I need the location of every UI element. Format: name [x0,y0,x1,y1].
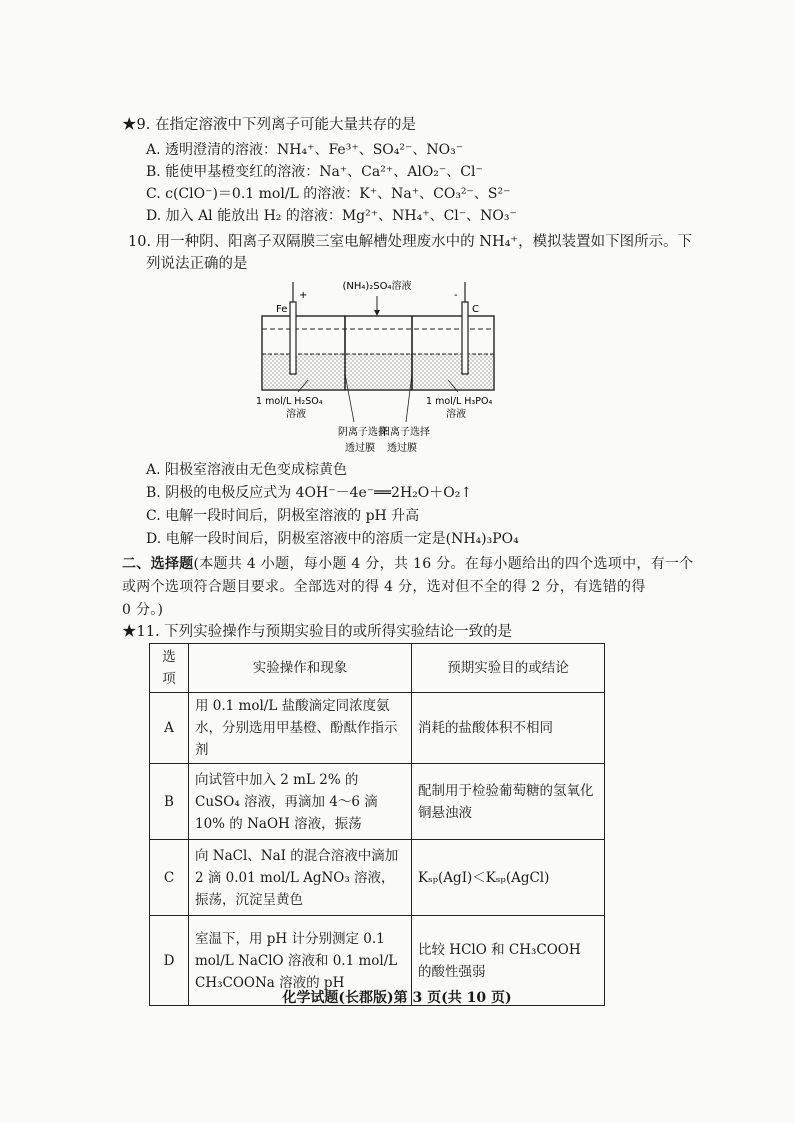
q10-stem-line1: 10. 用一种阴、阳离子双隔膜三室电解槽处理废水中的 NH₄⁺，模拟装置如下图所示。下 [128,234,693,250]
cathode-electrode [462,302,468,374]
row-option: D [150,916,189,1006]
row-operation: 向试管中加入 2 mL 2% 的 CuSO₄ 溶液，再滴加 4～6 滴 10% 的 NaOH 溶液，振荡 [189,764,412,840]
row-operation: 向 NaCl、NaI 的混合溶液中滴加 2 滴 0.01 mol/L AgNO₃ 溶液，振荡，沉淀呈黄色 [189,840,412,916]
cation-membrane-label-2: 透过膜 [387,443,417,454]
row-conclusion: 比较 HClO 和 CH₃COOH 的酸性强弱 [412,916,605,1006]
left-solution-label: 1 mol/L H₂SO₄ [256,396,323,407]
tank [262,316,494,390]
row-operation: 用 0.1 mol/L 盐酸滴定同浓度氨水，分别选用甲基橙、酚酞作指示剂 [189,693,412,764]
q10-option-c: C. 电解一段时间后，阴极室溶液的 pH 升高 [146,508,420,524]
cathode-sign: - [454,290,458,301]
row-operation: 室温下，用 pH 计分别测定 0.1 mol/L NaClO 溶液和 0.1 mol/L CH₃COONa 溶液的 pH [189,916,412,1006]
q10-option-a: A. 阳极室溶液由无色变成棕黄色 [146,462,348,478]
q10-stem-line2: 列说法正确的是 [146,256,248,272]
row-option: C [150,840,189,916]
anode-label: Fe [276,304,288,315]
row-option: A [150,693,189,764]
anion-membrane-label-2: 透过膜 [345,443,375,454]
q9-option-b: B. 能使甲基橙变红的溶液：Na⁺、Ca²⁺、AlO₂⁻、Cl⁻ [146,164,483,180]
header-conclusion: 预期实验目的或结论 [412,644,605,693]
q11-stem: ★11. 下列实验操作与预期实验目的或所得实验结论一致的是 [122,624,513,640]
q9-option-d: D. 加入 Al 能放出 H₂ 的溶液：Mg²⁺、NH₄⁺、Cl⁻、NO₃⁻ [146,208,517,224]
table-row [150,693,605,764]
row-option: B [150,764,189,840]
header-operation: 实验操作和现象 [189,644,412,693]
q9-option-c: C. c(ClO⁻)＝0.1 mol/L 的溶液：K⁺、Na⁺、CO₃²⁻、S²⁻ [146,186,511,202]
section2-heading: 二、选择题 [122,556,194,572]
header-option: 选项 [150,644,189,693]
cathode-label: C [472,304,479,315]
q11-table [149,643,605,1006]
section2-intro: (本题共 4 小题，每小题 4 分，共 16 分。在每小题给出的四个选项中，有一个 [193,556,694,572]
page-footer: 化学试题(长郡版)第 3 页(共 10 页) [282,990,512,1006]
anode-electrode [290,302,296,374]
feed-arrowhead [374,310,380,316]
left-solution-label-2: 溶液 [286,409,306,420]
table-row [150,840,605,916]
q10-option-b: B. 阴极的电极反应式为 4OH⁻－4e⁻══2H₂O＋O₂↑ [146,485,473,501]
row-conclusion: Kₛₚ(AgI)＜Kₛₚ(AgCl) [412,840,605,916]
q9-option-a: A. 透明澄清的溶液：NH₄⁺、Fe³⁺、SO₄²⁻、NO₃⁻ [146,142,464,158]
section2-line1 [122,553,694,575]
table-row [150,764,605,840]
right-solution-label-2: 溶液 [446,409,466,420]
row-conclusion: 配制用于检验葡萄糖的氢氧化铜悬浊液 [412,764,605,840]
right-solution-label: 1 mol/L H₃PO₄ [426,396,493,407]
electrolysis-cell-diagram [250,274,510,458]
anion-membrane-label: 阴离子选择 [338,427,388,438]
q9-stem: ★9. 在指定溶液中下列离子可能大量共存的是 [122,117,416,133]
table-header-row [150,644,605,693]
section2-line2: 或两个选项符合题目要求。全部选对的得 4 分，选对但不全的得 2 分，有选错的得 [122,579,646,595]
q10-option-d: D. 电解一段时间后，阴极室溶液中的溶质一定是(NH₄)₃PO₄ [146,531,519,547]
feed-label: (NH₄)₂SO₄溶液 [342,281,412,292]
anode-sign: + [299,290,308,301]
cation-membrane-label: 阳离子选择 [380,427,430,438]
section2-line3: 0 分。) [122,602,164,618]
row-conclusion: 消耗的盐酸体积不相同 [412,693,605,764]
